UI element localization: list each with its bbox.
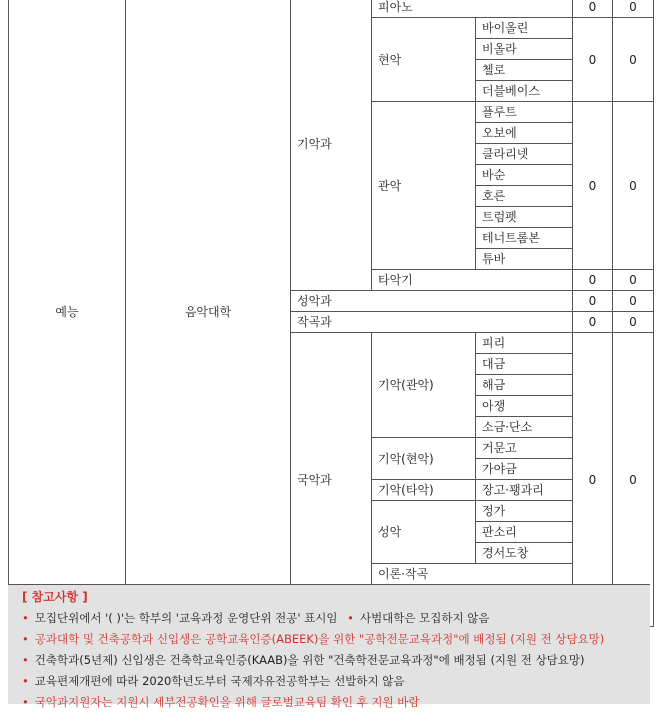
note-text: 사범대학은 모집하지 않음 <box>359 611 490 625</box>
bullet-icon: • <box>22 674 29 688</box>
group-korean-percussion: 기악(타악) <box>372 480 476 501</box>
bullet-icon: • <box>22 611 29 625</box>
instrument-cell: 트럼펫 <box>476 207 573 228</box>
note-item <box>22 650 650 671</box>
note-item <box>22 629 650 650</box>
instrument-cell: 클라리넷 <box>476 144 573 165</box>
instrument-cell: 아쟁 <box>476 396 573 417</box>
value-cell: 0 <box>613 18 654 102</box>
value-cell: 0 <box>613 291 654 312</box>
value-cell: 0 <box>573 18 613 102</box>
instrument-cell: 대금 <box>476 354 573 375</box>
bullet-icon: • <box>22 632 29 646</box>
value-cell: 0 <box>613 0 654 18</box>
note-text: 공과대학 및 건축공학과 신입생은 공학교육인증(ABEEK)을 위한 "공학전문교육과정"에 배정됨 (지원 전 상담요망) <box>34 632 605 646</box>
value-cell: 0 <box>573 102 613 270</box>
note-text: 모집단위에서 '( )'는 학부의 '교육과정 운영단위 전공' 표시임 <box>34 611 338 625</box>
instrument-cell: 경서도창 <box>476 543 573 564</box>
instrument-cell: 가야금 <box>476 459 573 480</box>
group-korean-winds: 기악(관악) <box>372 333 476 438</box>
instrument-cell: 피리 <box>476 333 573 354</box>
group-strings: 현악 <box>372 18 476 102</box>
instrument-cell: 테너트롬본 <box>476 228 573 249</box>
note-text: 교육편제개편에 따라 2020학년도부터 국제자유전공학부는 선발하지 않음 <box>34 674 405 688</box>
note-item <box>22 671 650 692</box>
value-cell: 0 <box>573 312 613 333</box>
value-cell: 0 <box>613 270 654 291</box>
notes-heading: [ 참고사항 ] <box>22 590 88 604</box>
instrument-cell: 장고·꽹과리 <box>476 480 573 501</box>
dept-composition: 작곡과 <box>291 312 573 333</box>
bullet-icon: • <box>22 695 29 709</box>
instrument-cell: 거문고 <box>476 438 573 459</box>
note-item <box>22 692 650 713</box>
group-korean-vocal: 성악 <box>372 501 476 564</box>
bullet-icon: • <box>22 653 29 667</box>
note-text: 건축학과(5년제) 신입생은 건축학교육인증(KAAB)을 위한 "건축학전문교육과정"에 배정됨 (지원 전 상담요망) <box>34 653 585 667</box>
instrument-cell: 바이올린 <box>476 18 573 39</box>
dept-instrumental: 기악과 <box>291 0 372 291</box>
college-cell: 음악대학 <box>126 0 291 627</box>
bullet-icon: • <box>347 611 354 625</box>
value-cell: 0 <box>613 312 654 333</box>
instrument-cell: 비올라 <box>476 39 573 60</box>
instrument-cell: 정가 <box>476 501 573 522</box>
notes-panel <box>8 584 650 709</box>
value-cell: 0 <box>573 291 613 312</box>
instrument-cell: 오보에 <box>476 123 573 144</box>
instrument-cell: 해금 <box>476 375 573 396</box>
instrument-cell: 더블베이스 <box>476 81 573 102</box>
instrument-cell: 첼로 <box>476 60 573 81</box>
value-cell: 0 <box>573 0 613 18</box>
instrument-cell: 바순 <box>476 165 573 186</box>
value-cell: 0 <box>613 333 654 627</box>
instrument-cell: 판소리 <box>476 522 573 543</box>
dept-vocal: 성악과 <box>291 291 573 312</box>
instrument-cell: 튜바 <box>476 249 573 270</box>
major-piano: 피아노 <box>372 0 573 18</box>
dept-korean: 국악과 <box>291 333 372 627</box>
major-percussion: 타악기 <box>372 270 573 291</box>
value-cell: 0 <box>613 102 654 270</box>
value-cell: 0 <box>573 270 613 291</box>
value-cell: 0 <box>573 333 613 627</box>
instrument-cell: 소금·단소 <box>476 417 573 438</box>
group-korean-strings: 기악(현악) <box>372 438 476 480</box>
group-korean-theory: 이론·작곡 <box>372 564 573 585</box>
category-cell: 예능 <box>9 0 126 627</box>
note-text: 국악과지원자는 지원시 세부전공확인을 위해 글로벌교육팀 확인 후 지원 바람 <box>34 695 420 709</box>
instrument-cell: 호른 <box>476 186 573 207</box>
instrument-cell: 플루트 <box>476 102 573 123</box>
note-item <box>22 608 650 629</box>
group-winds: 관악 <box>372 102 476 270</box>
admission-table <box>8 0 654 627</box>
